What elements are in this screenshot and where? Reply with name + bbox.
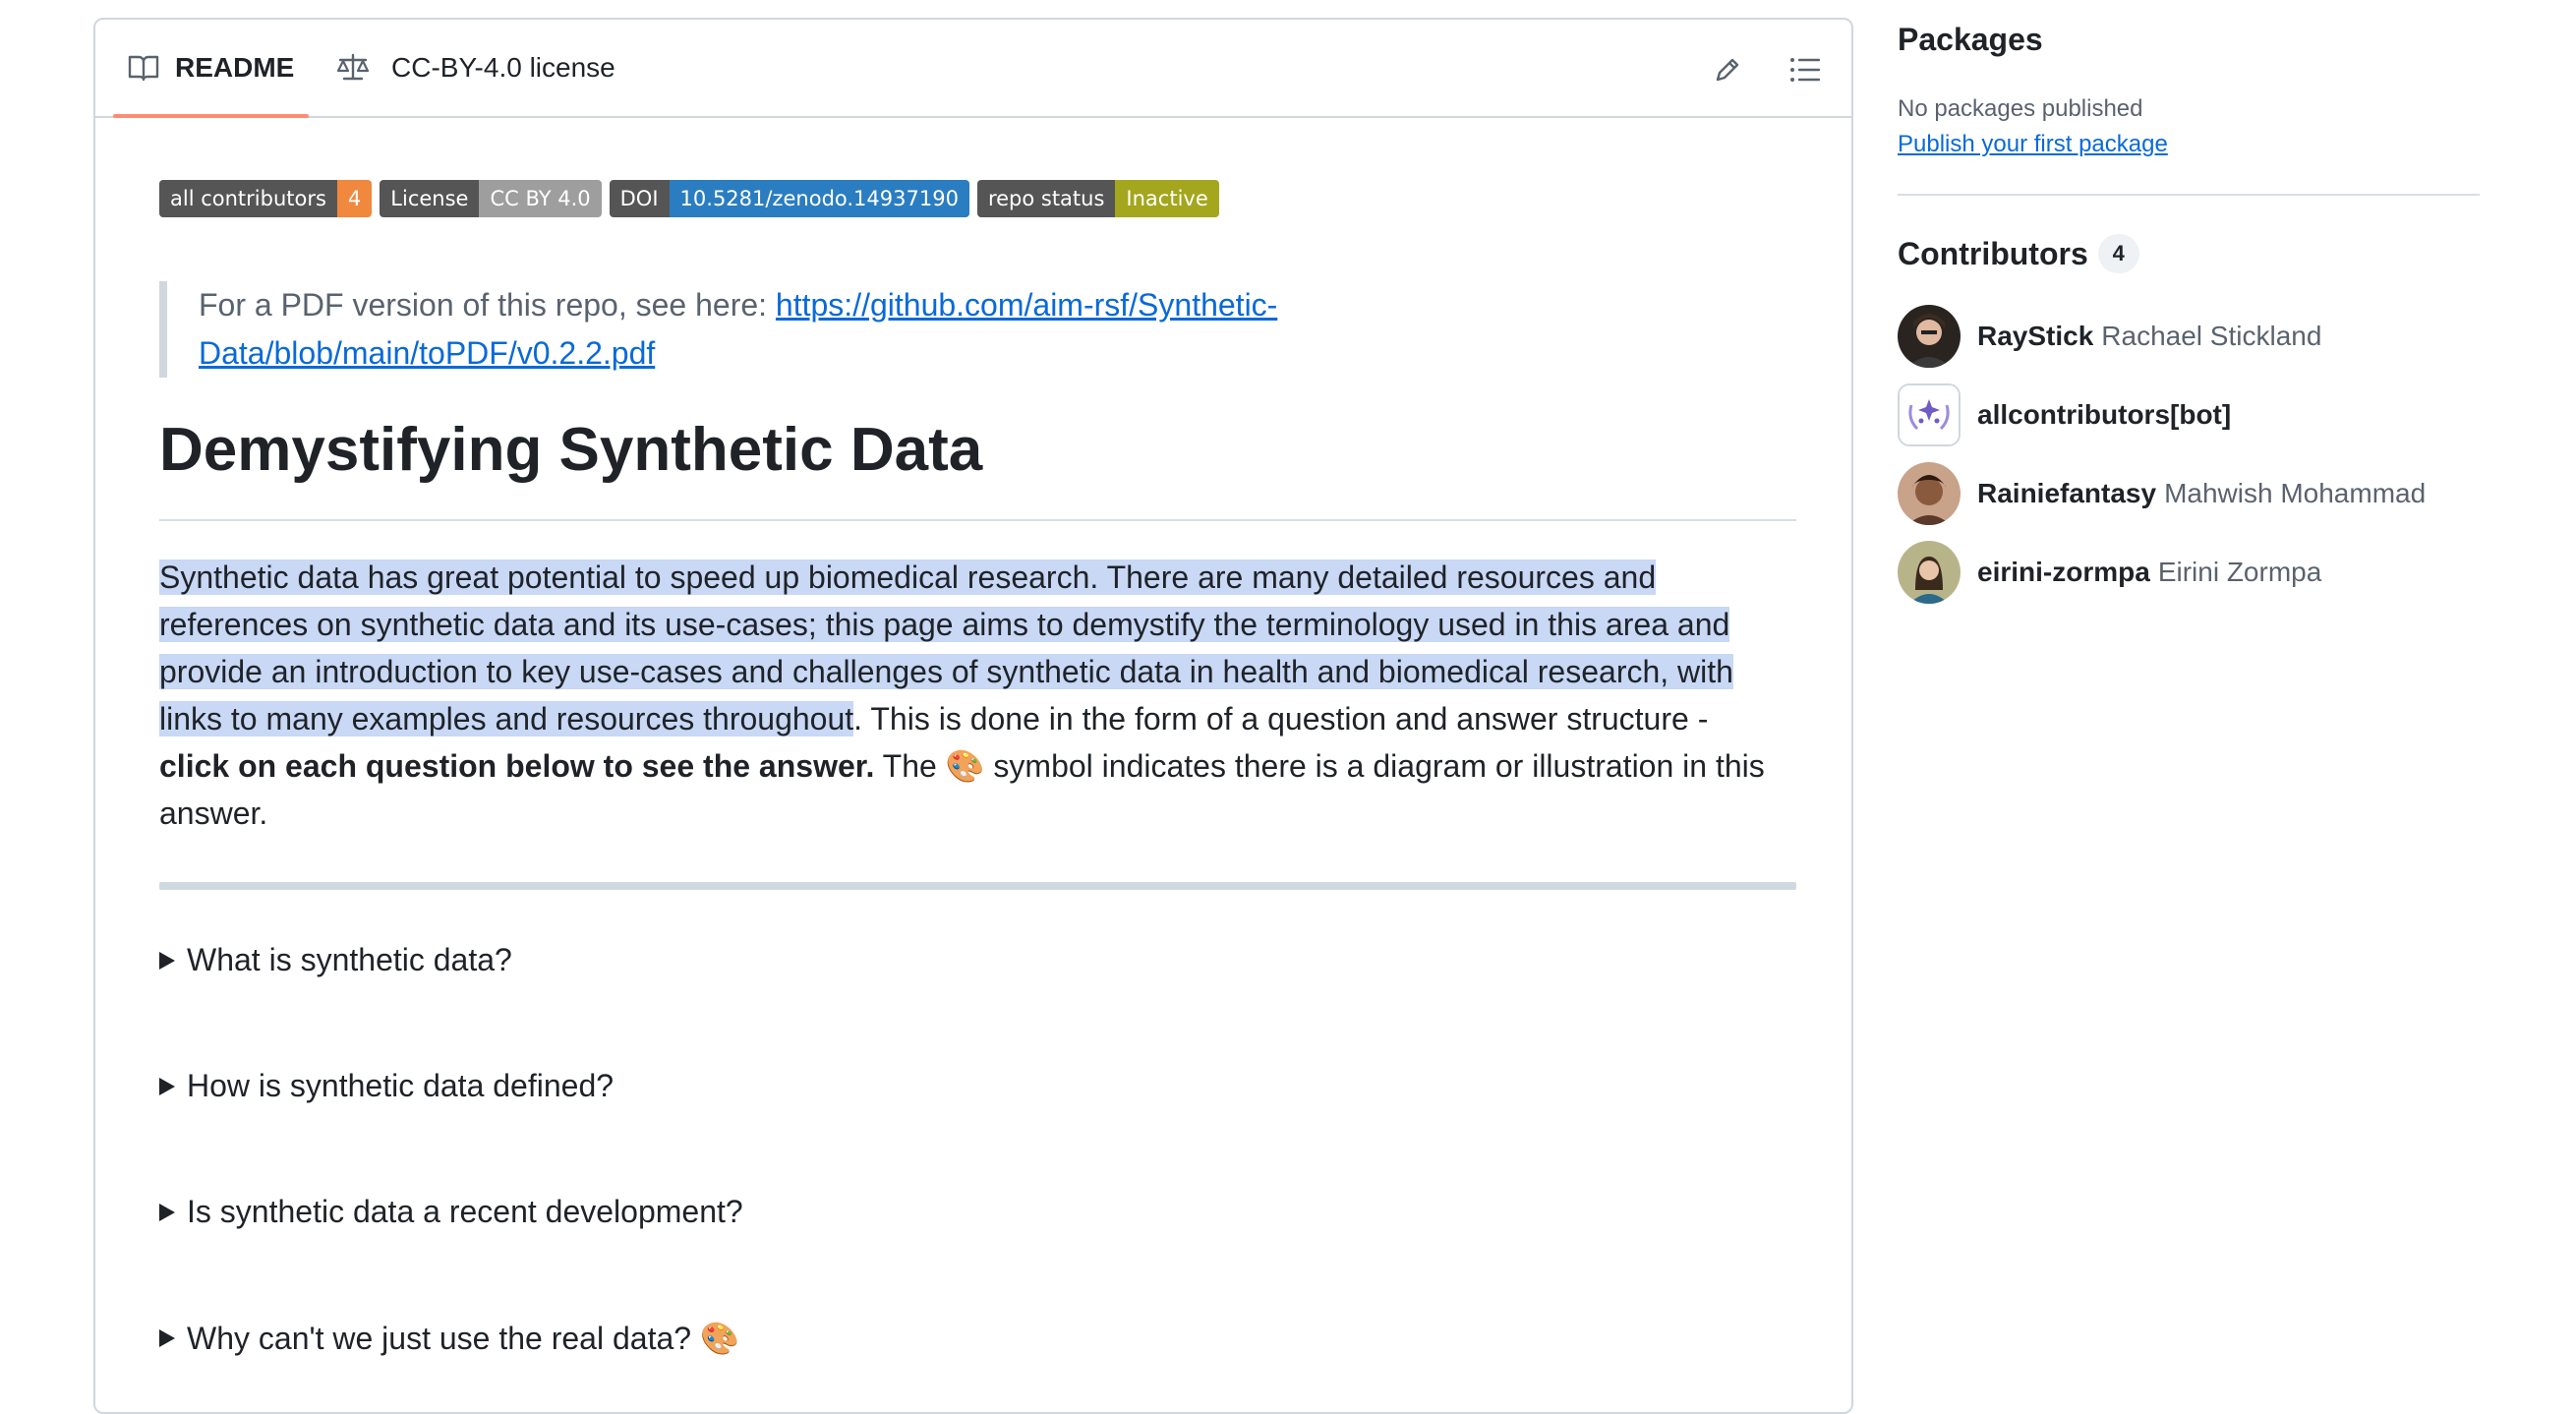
page-title: Demystifying Synthetic Data [159,416,983,484]
intro-line: answer. [159,795,268,831]
contributor-login: Rainiefantasy [1977,478,2157,508]
intro-bold-instruction: click on each question below to see the answer. [159,748,875,784]
sidebar-divider [1898,194,2480,196]
contributor-item[interactable] [1898,383,2239,446]
contributor-name: Mahwish Mohammad [2164,478,2427,508]
badge-value: 10.5281/zenodo.14937190 [670,180,969,217]
publish-package-link[interactable]: Publish your first package [1898,131,2168,157]
contributors-count-badge: 4 [2098,234,2139,273]
badge-license[interactable] [380,180,601,217]
badge-row [159,180,1219,217]
contributor-item[interactable] [1898,305,2321,368]
badge-all-contributors[interactable] [159,180,372,217]
readme-tabbar [95,20,1851,118]
badge-value: CC BY 4.0 [479,180,601,217]
outline-button[interactable] [1786,52,1822,88]
question-toggle[interactable]: Is synthetic data a recent development? [159,1194,743,1230]
avatar [1898,541,1961,604]
tab-license[interactable] [336,20,615,116]
intro-line: The 🎨 symbol indicates there is a diagram or illustration in this [874,748,1765,784]
pencil-icon [1713,55,1742,85]
badge-label: DOI [610,180,670,217]
disclosure-triangle-icon [159,1078,175,1095]
badge-label: License [380,180,479,217]
section-divider [159,882,1796,890]
disclosure-triangle-icon [159,952,175,970]
contributor-item[interactable] [1898,541,2321,604]
intro-line: references on synthetic data and its use-cases; this page aims to demystify the terminology used in this area and [159,607,1730,642]
intro-paragraph [159,554,1796,837]
badge-label: all contributors [159,180,337,217]
list-unordered-icon [1788,55,1820,85]
pdf-note-text: For a PDF version of this repo, see here: [199,287,768,323]
badge-value: Inactive [1115,180,1218,217]
badge-repo-status[interactable] [977,180,1219,217]
contributor-item[interactable] [1898,462,2426,525]
avatar [1898,305,1961,368]
packages-empty-text: No packages published [1898,95,2143,122]
pdf-link[interactable]: https://github.com/aim-rsf/Synthetic- Data/blob/main/toPDF/v0.2.2.pdf [199,287,1278,371]
contributor-login: allcontributors[bot] [1977,399,2232,430]
tab-readme-label: README [175,52,295,83]
question-toggle[interactable]: What is synthetic data? [159,942,512,978]
intro-line: provide an introduction to key use-cases and challenges of synthetic data in health and biomedical research, with [159,654,1733,689]
contributor-name: Rachael Stickland [2101,321,2322,351]
badge-doi[interactable] [610,180,969,217]
contributors-heading-row[interactable] [1898,234,2139,273]
pdf-note-blockquote [159,281,1428,378]
heading-divider [159,519,1796,521]
packages-heading: Packages [1898,22,2043,57]
intro-line: links to many examples and resources throughout [159,701,854,736]
tab-license-label: CC-BY-4.0 license [391,52,615,83]
tab-readme[interactable] [128,20,294,116]
bot-avatar [1898,383,1961,446]
law-icon [336,53,370,83]
readme-panel [93,18,1853,1414]
badge-value: 4 [337,180,372,217]
book-icon [128,54,159,82]
intro-line: Synthetic data has great potential to speed up biomedical research. There are many detailed resources and [159,560,1657,595]
question-toggle[interactable]: How is synthetic data defined? [159,1068,614,1104]
intro-line: . This is done in the form of a question and answer structure - [853,701,1709,736]
disclosure-triangle-icon [159,1329,175,1347]
contributor-name: Eirini Zormpa [2157,557,2322,587]
contributor-login: RayStick [1977,321,2094,351]
avatar [1898,462,1961,525]
contributors-heading: Contributors [1898,235,2088,271]
badge-label: repo status [977,180,1115,217]
disclosure-triangle-icon [159,1204,175,1221]
question-toggle[interactable]: Why can't we just use the real data? 🎨 [159,1320,739,1357]
edit-file-button[interactable] [1710,52,1745,88]
contributor-login: eirini-zormpa [1977,557,2150,587]
